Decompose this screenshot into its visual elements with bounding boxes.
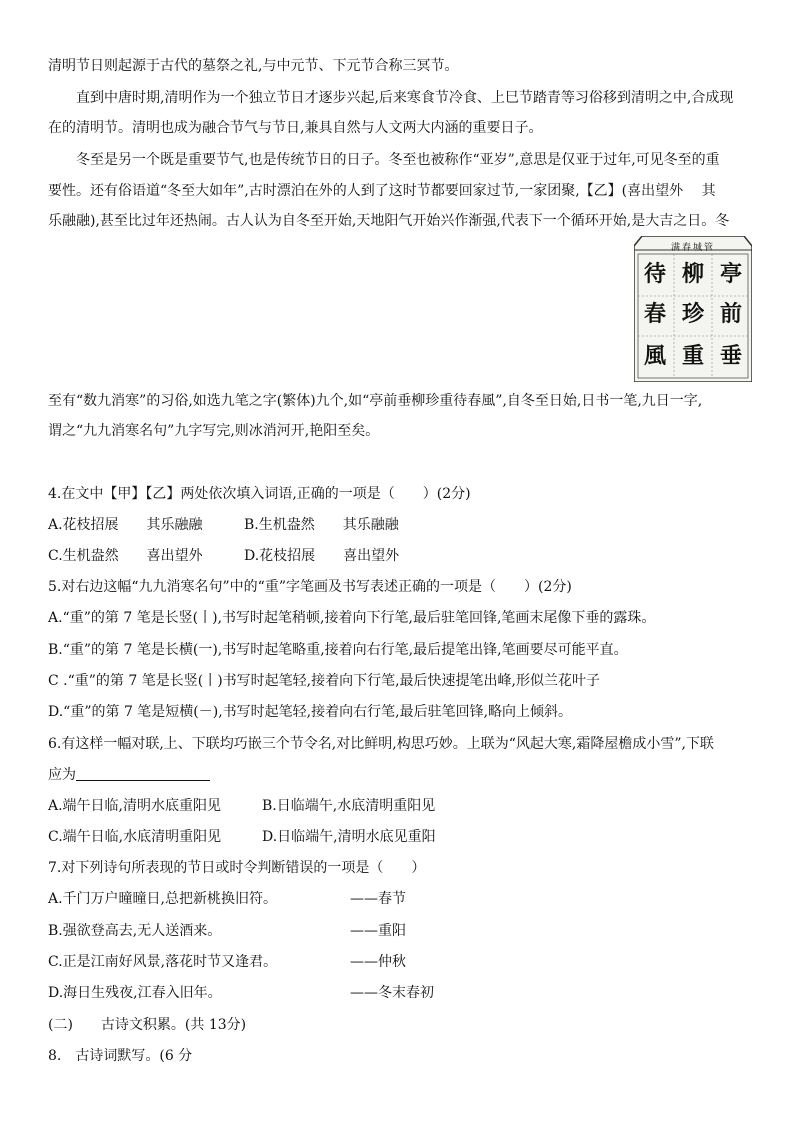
q4-option-b[interactable]: B.生机盎然 其乐融融	[244, 517, 399, 533]
passage-line-8: 谓之“九九消寒名句”九字写完,则冰消河开,艳阳至矣。	[48, 423, 380, 439]
q4-option-c[interactable]: C.生机盎然 喜出望外	[48, 548, 203, 564]
passage-line-4: 冬至是另一个既是重要节气,也是传统节日的日子。冬至也被称作“亚岁”,意思是仅亚于过年,可见冬至的重	[76, 152, 720, 168]
card-char: 待	[644, 262, 667, 287]
q6-stem-continued	[48, 765, 210, 785]
passage-line-5: 要性。还有俗语道“冬至大如年”,古时漂泊在外的人到了这时节都要回家过节,一家团聚,【乙】(喜出望外 其	[48, 183, 716, 199]
q5-option-c[interactable]: C .“重”的第 7 笔是长竖(丨)书写时起笔轻,接着向下行笔,最后快速提笔出峰,形似兰花叶子	[48, 673, 601, 689]
q7-option-a-answer: ——春节	[350, 891, 406, 907]
q7-option-d-answer: ——冬末春初	[350, 985, 434, 1001]
q7-stem: 7.对下列诗句所表现的节日或时令判断错误的一项是（ ）	[48, 860, 426, 876]
passage-line-3: 在的清明节。清明也成为融合节气与节日,兼具自然与人文两大内涵的重要日子。	[48, 120, 543, 136]
card-char: 風	[644, 344, 667, 369]
card-char: 珍	[682, 302, 705, 327]
passage-line-6: 乐融融),甚至比过年还热闹。古人认为自冬至开始,天地阳气开始兴作渐强,代表下一个循环开始,是大吉之日。冬	[48, 213, 730, 229]
passage-line-2: 直到中唐时期,清明作为一个独立节日才逐步兴起,后来寒食节冷食、上巳节踏青等习俗移到清明之中,合成现	[76, 90, 734, 106]
card-char: 亭	[720, 262, 743, 287]
section-2-heading: (二) 古诗文积累。(共 13分)	[48, 1017, 247, 1033]
q8-stem: 8. 古诗词默写。(6 分	[48, 1048, 193, 1064]
q4-option-d[interactable]: D.花枝招展 喜出望外	[244, 548, 400, 564]
q6-option-b[interactable]: B.日临端午,水底清明重阳见	[262, 798, 436, 814]
q7-option-b-answer: ——重阳	[350, 923, 406, 939]
passage-line-7: 至有“数九消寒”的习俗,如选九笔之字(繁体)九个,如“亭前垂柳珍重待春風”,自冬至日始,日书一笔,九日一字,	[48, 393, 703, 409]
q4-option-a[interactable]: A.花枝招展 其乐融融	[48, 517, 203, 533]
q5-option-b[interactable]: B.“重”的第 7 笔是长横(一),书写时起笔略重,接着向右行笔,最后提笔出锋,笔画要尽可能平直。	[48, 642, 628, 658]
q7-option-b[interactable]: B.强欲登高去,无人送酒来。	[48, 923, 222, 939]
q6-stem: 6.有这样一幅对联,上、下联均巧嵌三个节令名,对比鲜明,构思巧妙。上联为“风起大寒,霜降屋檐成小雪”,下联	[48, 736, 714, 752]
q4-stem: 4.在文中【甲】【乙】两处依次填入词语,正确的一项是（ ）(2分)	[48, 486, 471, 502]
q6-option-c[interactable]: C.端午日临,水底清明重阳见	[48, 829, 222, 845]
q7-option-d[interactable]: D.海日生残夜,江春入旧年。	[48, 985, 222, 1001]
q6-answer-blank[interactable]	[76, 766, 210, 781]
q7-option-c[interactable]: C.正是江南好风景,落花时节又逢君。	[48, 954, 278, 970]
card-char: 前	[720, 302, 743, 327]
q7-option-c-answer: ——仲秋	[350, 954, 406, 970]
jiujiu-xiaohan-card	[634, 236, 752, 382]
q6-stem-2: 应为	[48, 767, 76, 783]
q7-option-a[interactable]: A.千门万户曈曈日,总把新桃换旧符。	[48, 891, 278, 907]
q6-option-a[interactable]: A.端午日临,清明水底重阳见	[48, 798, 222, 814]
passage-line-1: 清明节日则起源于古代的墓祭之礼,与中元节、下元节合称三冥节。	[48, 58, 459, 74]
q5-option-a[interactable]: A.“重”的第 7 笔是长竖(丨),书写时起笔稍顿,接着向下行笔,最后驻笔回锋,笔画末尾像下垂的露珠。	[48, 610, 656, 626]
card-char: 春	[644, 302, 667, 327]
card-char: 柳	[682, 262, 705, 287]
q5-option-d[interactable]: D.“重”的第 7 笔是短横(－),书写时起笔轻,接着向右行笔,最后驻笔回锋,略向上倾斜。	[48, 704, 573, 720]
q6-option-d[interactable]: D.日临端午,清明水底见重阳	[262, 829, 436, 845]
card-title: 满春城管	[670, 243, 715, 253]
card-char: 重	[682, 344, 705, 369]
card-char: 垂	[720, 344, 743, 369]
q5-stem: 5.对右边这幅“九九消寒名句”中的“重”字笔画及书写表述正确的一项是（ ）(2分)	[48, 579, 572, 595]
